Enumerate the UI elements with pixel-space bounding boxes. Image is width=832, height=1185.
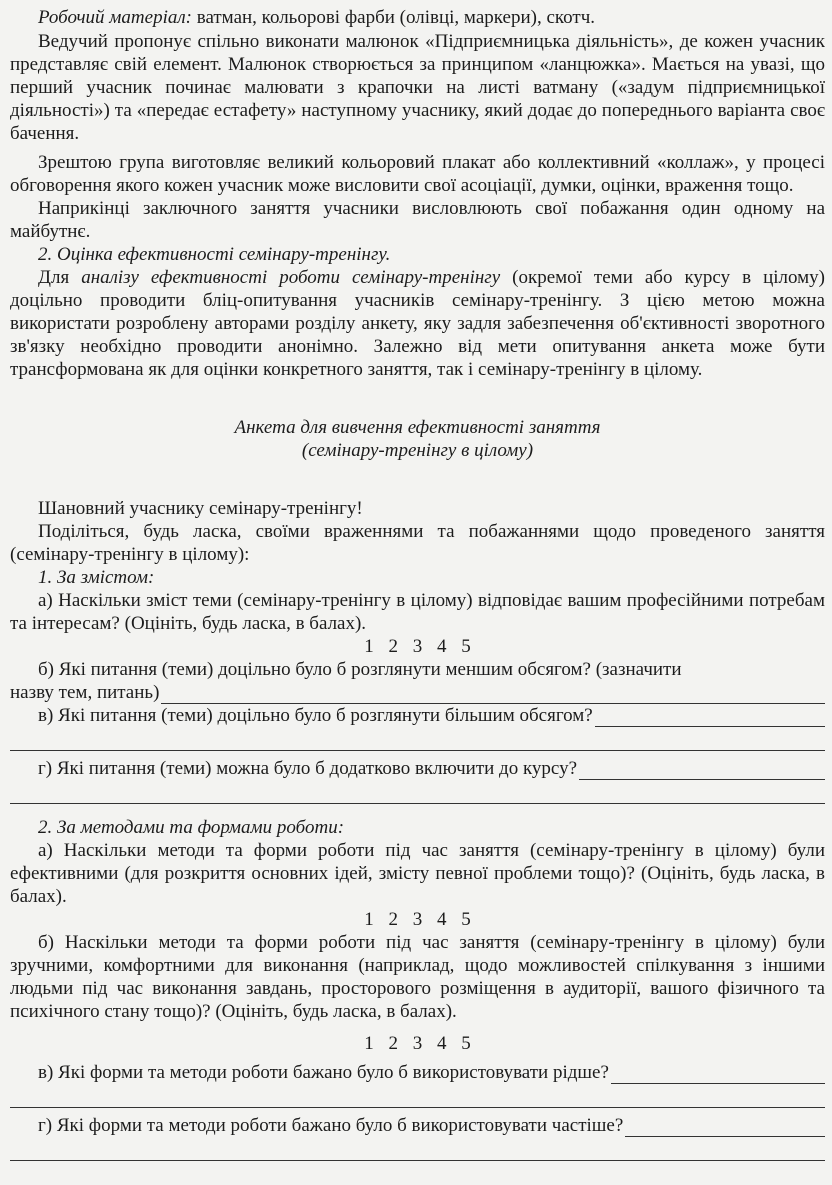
answer-line[interactable] bbox=[10, 727, 825, 751]
intro-paragraph: Поділіться, будь ласка, своїми враженнями та побажаннями щодо проведеного заняття (семінару-тренінгу в цілому): bbox=[10, 521, 825, 565]
greeting: Шановний учаснику семінару-тренінгу! bbox=[38, 498, 363, 519]
rating-scale-2a: 1 2 3 4 5 bbox=[364, 909, 471, 930]
question-2b: б) Наскільки методи та форми роботи під час заняття (семінару-тренінгу в цілому) були зручними, комфортними для виконання (наприклад, щодо можливостей спілкування з іншими людьми під час виконання завдань, просторового розміщення в аудиторії, вашого фізичного та психічного стану тощо)? (Оцініть, будь ласка, в балах). bbox=[10, 932, 825, 1022]
question-1a: а) Наскільки зміст теми (семінару-тренінгу в цілому) відповідає вашим професійними потребам та інтересам? (Оцініть, будь ласка, в балах). bbox=[10, 590, 825, 634]
answer-line[interactable] bbox=[595, 708, 825, 727]
answer-line[interactable] bbox=[611, 1065, 825, 1084]
question-1d: г) Які питання (теми) можна було б додатково включити до курсу? bbox=[10, 757, 825, 780]
wishes-paragraph: Наприкінці заключного заняття учасники висловлюють свої побажання один одному на майбутнє. bbox=[10, 198, 825, 242]
materials-text: ватман, кольорові фарби (олівці, маркери), скотч. bbox=[191, 7, 595, 28]
answer-line[interactable] bbox=[161, 685, 825, 704]
rating-scale-1a: 1 2 3 4 5 bbox=[364, 636, 471, 657]
question-2c: в) Які форми та методи роботи бажано було б використовувати рідше? bbox=[10, 1061, 825, 1084]
rating-scale-2b: 1 2 3 4 5 bbox=[364, 1033, 471, 1054]
materials-paragraph bbox=[10, 6, 825, 29]
answer-line[interactable] bbox=[579, 761, 825, 780]
questionnaire-title: Анкета для вивчення ефективності заняття bbox=[234, 417, 601, 438]
evaluation-paragraph: Для аналізу ефективності роботи семінару-тренінгу (окремої теми або курсу в цілому) доцільно проводити бліц-опитування учасників семінару-тренінгу. З цією метою можна використати розроблену авторами розділу анкету, яку задля забезпечення об'єктивності зворотного зв'язку необхідно проводити анонімно. Залежно від мети опитування анкета може бути трансформована як для оцінки конкретного заняття, так і семінару-тренінгу в цілому. bbox=[10, 267, 825, 380]
answer-line[interactable] bbox=[625, 1118, 825, 1137]
page-content bbox=[10, 6, 825, 1161]
section-content-heading: 1. За змістом: bbox=[38, 567, 155, 588]
questionnaire-subtitle: (семінару-тренінгу в цілому) bbox=[301, 440, 534, 461]
section-heading-evaluation: 2. Оцінка ефективності семінару-тренінгу. bbox=[38, 244, 391, 265]
answer-line[interactable] bbox=[10, 780, 825, 804]
question-2d: г) Які форми та методи роботи бажано було б використовувати частіше? bbox=[10, 1114, 825, 1137]
answer-line[interactable] bbox=[10, 1084, 825, 1108]
collage-paragraph: Зрештою група виготовляє великий кольоровий плакат або коллективний «коллаж», у процесі обговорення якого кожен учасник може висловити свої асоціації, думки, оцінки, враження тощо. bbox=[10, 152, 825, 196]
question-1c: в) Які питання (теми) доцільно було б розглянути більшим обсягом? bbox=[10, 704, 825, 727]
materials-label: Робочий матеріал: bbox=[38, 7, 192, 28]
exercise-description: Ведучий пропонує спільно виконати малюнок «Підприємницька діяльність», де кожен учасник представляє свій елемент. Малюнок створюється за принципом «ланцюжка». Мається на увазі, що перший учасник починає малювати з крапочки на листі ватману («задум підприємницької діяльності») та «передає естафету» наступному учаснику, який додає до попереднього варіанта своє бачення. bbox=[10, 31, 825, 144]
section-methods-heading: 2. За методами та формами роботи: bbox=[38, 817, 345, 838]
question-1b-line: назву тем, питань) bbox=[10, 681, 825, 704]
answer-line[interactable] bbox=[10, 1137, 825, 1161]
question-1b: б) Які питання (теми) доцільно було б розглянути меншим обсягом? (зазначити bbox=[38, 659, 682, 680]
question-2a: а) Наскільки методи та форми роботи під час заняття (семінару-тренінгу в цілому) були ефективними (для розкриття основних ідей, змісту певної проблеми тощо)? (Оцініть, будь ласка, в балах). bbox=[10, 840, 825, 907]
